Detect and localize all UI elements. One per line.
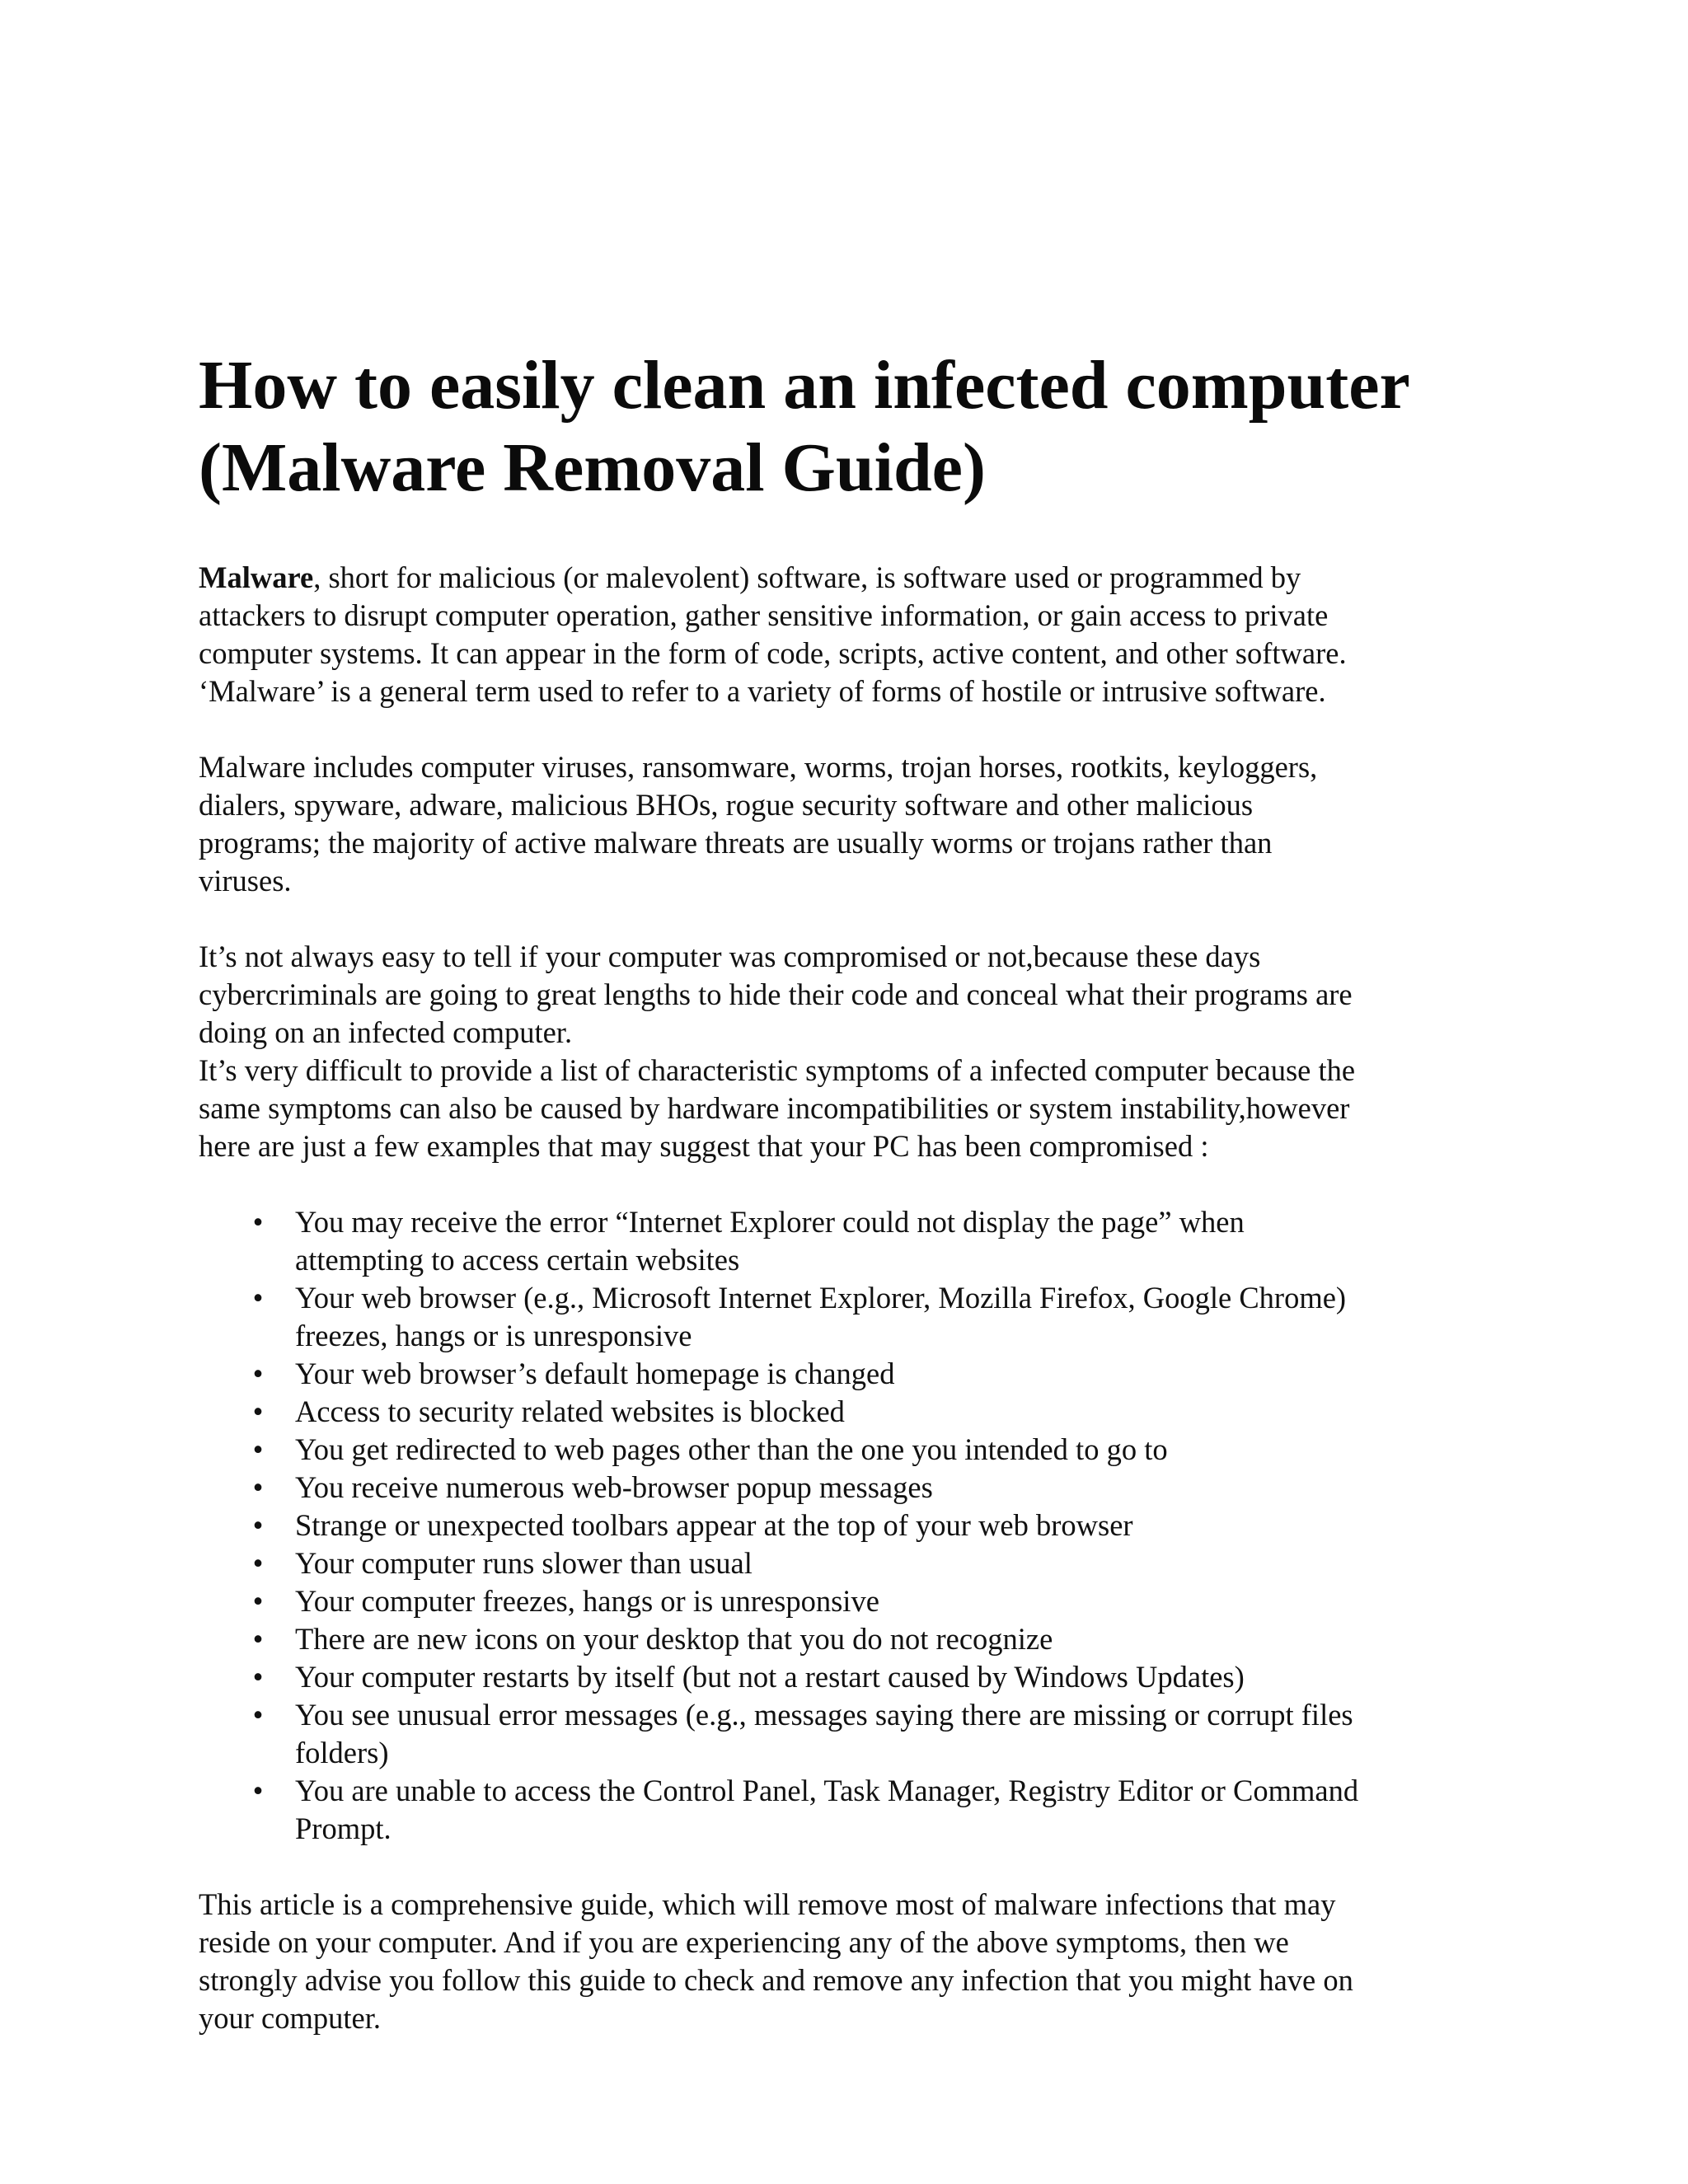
list-item bbox=[199, 1279, 1493, 1355]
intro-line-1-rest: , short for malicious (or malevolent) software, is software used or programmed by bbox=[313, 560, 1301, 594]
list-item-text: You are unable to access the Control Panel, Task Manager, Registry Editor or Command bbox=[295, 1774, 1359, 1807]
bullet-icon: • bbox=[252, 1394, 264, 1428]
intro-line-2: attackers to disrupt computer operation, gather sensitive information, or gain access to private bbox=[199, 598, 1329, 632]
list-item-text: Your web browser’s default homepage is changed bbox=[295, 1357, 895, 1390]
title-line-2: (Malware Removal Guide) bbox=[199, 429, 986, 506]
paragraph-line: cybercriminals are going to great lengths to hide their code and conceal what their programs are bbox=[199, 977, 1353, 1011]
bullet-icon: • bbox=[252, 1774, 264, 1807]
page-title bbox=[199, 344, 1493, 509]
list-item-text: Prompt. bbox=[295, 1811, 392, 1845]
list-item-text: Your computer restarts by itself (but not a restart caused by Windows Updates) bbox=[295, 1660, 1245, 1694]
list-item-text: You receive numerous web-browser popup messages bbox=[295, 1470, 933, 1504]
list-item-text: freezes, hangs or is unresponsive bbox=[295, 1319, 692, 1352]
list-item bbox=[199, 1469, 1493, 1507]
list-item-text: Your web browser (e.g., Microsoft Internet Explorer, Mozilla Firefox, Google Chrome) bbox=[295, 1281, 1347, 1315]
list-item-text: There are new icons on your desktop that you do not recognize bbox=[295, 1622, 1053, 1656]
paragraph-line: Malware includes computer viruses, ransomware, worms, trojan horses, rootkits, keyloggers, bbox=[199, 750, 1318, 784]
bullet-icon: • bbox=[252, 1432, 264, 1466]
list-item bbox=[199, 1772, 1493, 1848]
malware-term: Malware bbox=[199, 560, 314, 594]
intro-line-3: computer systems. It can appear in the form of code, scripts, active content, and other software. bbox=[199, 636, 1347, 670]
list-item-text: folders) bbox=[295, 1736, 389, 1769]
paragraph-line: viruses. bbox=[199, 864, 292, 898]
symptom-list bbox=[199, 1203, 1493, 1848]
bullet-icon: • bbox=[252, 1584, 264, 1618]
paragraph-line: It’s very difficult to provide a list of characteristic symptoms of a infected computer because the bbox=[199, 1053, 1356, 1087]
list-item bbox=[199, 1696, 1493, 1772]
symptoms-intro-paragraph bbox=[199, 1052, 1493, 1165]
intro-paragraph bbox=[199, 559, 1493, 710]
list-item bbox=[199, 1431, 1493, 1469]
paragraph-line: reside on your computer. And if you are experiencing any of the above symptoms, then we bbox=[199, 1925, 1289, 1959]
bullet-icon: • bbox=[252, 1281, 264, 1315]
list-item bbox=[199, 1507, 1493, 1544]
bullet-icon: • bbox=[252, 1622, 264, 1656]
list-item bbox=[199, 1582, 1493, 1620]
list-item-text: Your computer runs slower than usual bbox=[295, 1546, 753, 1580]
title-line-1: How to easily clean an infected computer bbox=[199, 347, 1410, 424]
list-item bbox=[199, 1620, 1493, 1658]
list-item bbox=[199, 1658, 1493, 1696]
paragraph-line: same symptoms can also be caused by hardware incompatibilities or system instability,however bbox=[199, 1091, 1350, 1125]
bullet-icon: • bbox=[252, 1357, 264, 1390]
list-item-text: Access to security related websites is blocked bbox=[295, 1394, 845, 1428]
bullet-icon: • bbox=[252, 1470, 264, 1504]
article-body bbox=[199, 344, 1493, 2075]
list-item-text: You see unusual error messages (e.g., messages saying there are missing or corrupt files bbox=[295, 1698, 1353, 1732]
bullet-icon: • bbox=[252, 1660, 264, 1694]
bullet-icon: • bbox=[252, 1205, 264, 1239]
paragraph-line: here are just a few examples that may suggest that your PC has been compromised : bbox=[199, 1129, 1209, 1163]
list-item-text: attempting to access certain websites bbox=[295, 1243, 740, 1277]
paragraph-line: This article is a comprehensive guide, which will remove most of malware infections that may bbox=[199, 1887, 1336, 1921]
paragraph-line: your computer. bbox=[199, 2001, 381, 2035]
list-item bbox=[199, 1393, 1493, 1431]
bullet-icon: • bbox=[252, 1546, 264, 1580]
detection-paragraph bbox=[199, 938, 1493, 1052]
paragraph-line: dialers, spyware, adware, malicious BHOs, rogue security software and other malicious bbox=[199, 788, 1254, 822]
list-item-text: Strange or unexpected toolbars appear at the top of your web browser bbox=[295, 1508, 1133, 1542]
bullet-icon: • bbox=[252, 1508, 264, 1542]
paragraph-line: programs; the majority of active malware threats are usually worms or trojans rather than bbox=[199, 826, 1273, 860]
intro-line-4: ‘Malware’ is a general term used to refer to a variety of forms of hostile or intrusive software. bbox=[199, 674, 1326, 708]
list-item-text: You may receive the error “Internet Explorer could not display the page” when bbox=[295, 1205, 1245, 1239]
intro-line-1 bbox=[199, 559, 1493, 597]
list-item bbox=[199, 1203, 1493, 1279]
paragraph-line: It’s not always easy to tell if your computer was compromised or not,because these days bbox=[199, 940, 1261, 973]
list-item-text: Your computer freezes, hangs or is unresponsive bbox=[295, 1584, 879, 1618]
list-item-text: You get redirected to web pages other than the one you intended to go to bbox=[295, 1432, 1168, 1466]
bullet-icon: • bbox=[252, 1698, 264, 1732]
paragraph-line: doing on an infected computer. bbox=[199, 1015, 573, 1049]
list-item bbox=[199, 1355, 1493, 1393]
list-item bbox=[199, 1544, 1493, 1582]
paragraph-line: strongly advise you follow this guide to check and remove any infection that you might have on bbox=[199, 1963, 1353, 1997]
malware-types-paragraph bbox=[199, 748, 1493, 900]
closing-paragraph bbox=[199, 1886, 1493, 2037]
